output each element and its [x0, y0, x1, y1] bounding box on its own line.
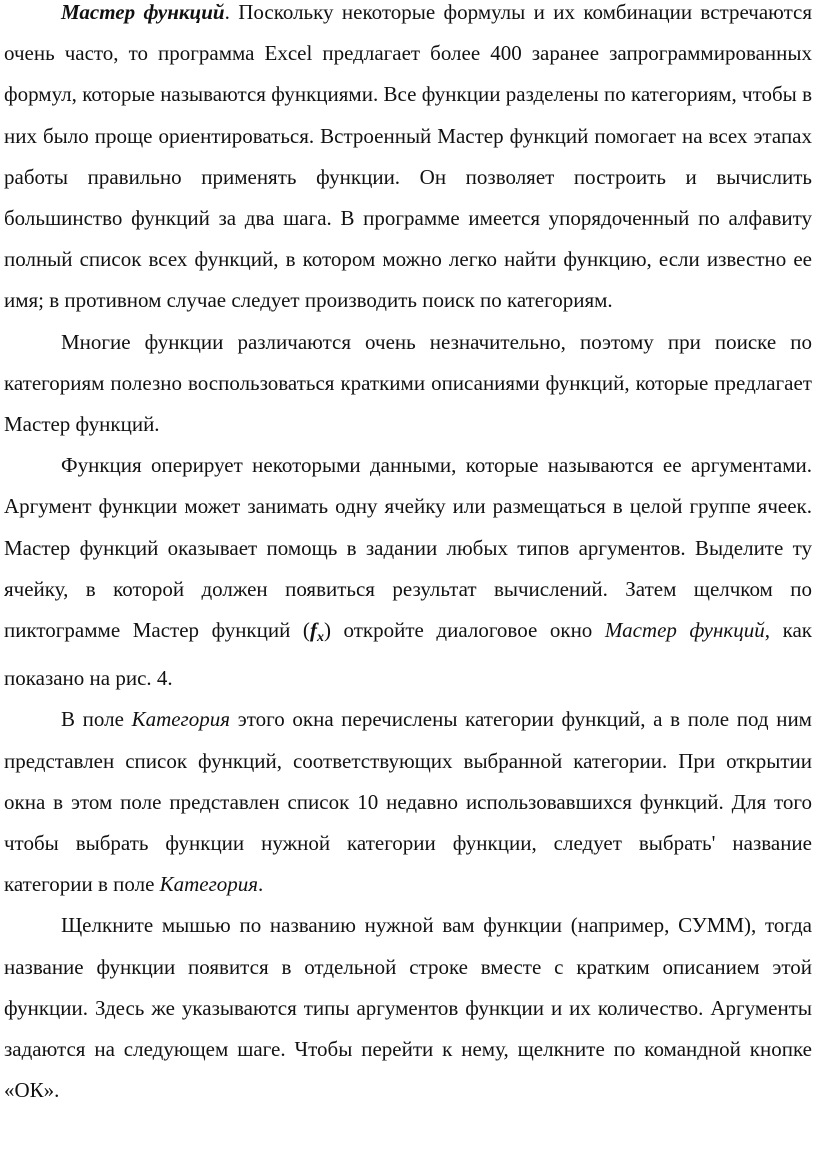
- paragraph-text: . Поскольку некоторые формулы и их комбинации встречаются очень часто, то программа Excel предлагает более 400 заранее запрограммированных формул, которые называются функциями. Все функции разделены по категориям, чтобы в них было проще ориентироваться. Встроенный Мастер функций помогает на всех этапах работы правильно применять функции. Он позволяет построить и вычислить большинство функций за два шага. В программе имеется упорядоченный по алфавиту полный список всех функций, в котором можно легко найти функцию, если известно ее имя; в противном случае следует производить поиск по категориям.: [4, 0, 812, 313]
- fx-subscript: x: [316, 630, 324, 646]
- paragraph-text: Многие функции различаются очень незначительно, поэтому при поиске по категориям полезно воспользоваться краткими описаниями функций, которые предлагает Мастер функций.: [4, 329, 812, 437]
- paragraph-category-field: [4, 699, 812, 905]
- paragraph-text: Функция оперирует некоторыми данными, которые называются ее аргументами. Аргумент функции может занимать одну ячейку или размещаться в целой группе ячеек. Мастер функций оказывает помощь в задании любых типов аргументов. Выделите ту ячейку, в которой должен появиться результат вычислений. Затем щелчком по пиктограмме Мастер функций (: [4, 453, 812, 643]
- italic-term-category: Категория: [131, 707, 231, 732]
- lead-term: Мастер функций: [61, 0, 225, 24]
- italic-term-function-wizard: Мастер функций: [604, 618, 765, 643]
- paragraph-text: Щелкните мышью по названию нужной вам функции (например, СУММ), тогда название функции появится в отдельной строке вместе с кратким описанием этой функции. Здесь же указываются типы аргументов функции и их количество. Аргументы задаются на следующем шаге. Чтобы перейти к нему, щелкните по командной кнопке «ОК».: [4, 913, 812, 1103]
- paragraph-function-arguments: [4, 445, 812, 699]
- paragraph-function-wizard-intro: [4, 0, 812, 322]
- paragraph-text: В поле: [61, 707, 132, 732]
- paragraph-select-function: [4, 905, 812, 1111]
- italic-term-category: Категория: [159, 872, 259, 897]
- paragraph-text: .: [258, 872, 264, 897]
- fx-icon: [309, 618, 324, 646]
- paragraph-text: , как показано на рис. 4.: [4, 618, 812, 691]
- fx-main-letter: f: [309, 618, 317, 643]
- paragraph-text: этого окна перечислены категории функций, а в поле под ним представлен список функций, соответствующих выбранной категории. При открытии окна в этом поле представлен список 10 недавно использовавшихся функций. Для того чтобы выбрать функции нужной категории функции, следует выбрать' название категории в поле: [4, 707, 812, 897]
- paragraph-search-by-category: [4, 322, 812, 446]
- paragraph-text: ) откройте диалоговое окно: [323, 618, 605, 643]
